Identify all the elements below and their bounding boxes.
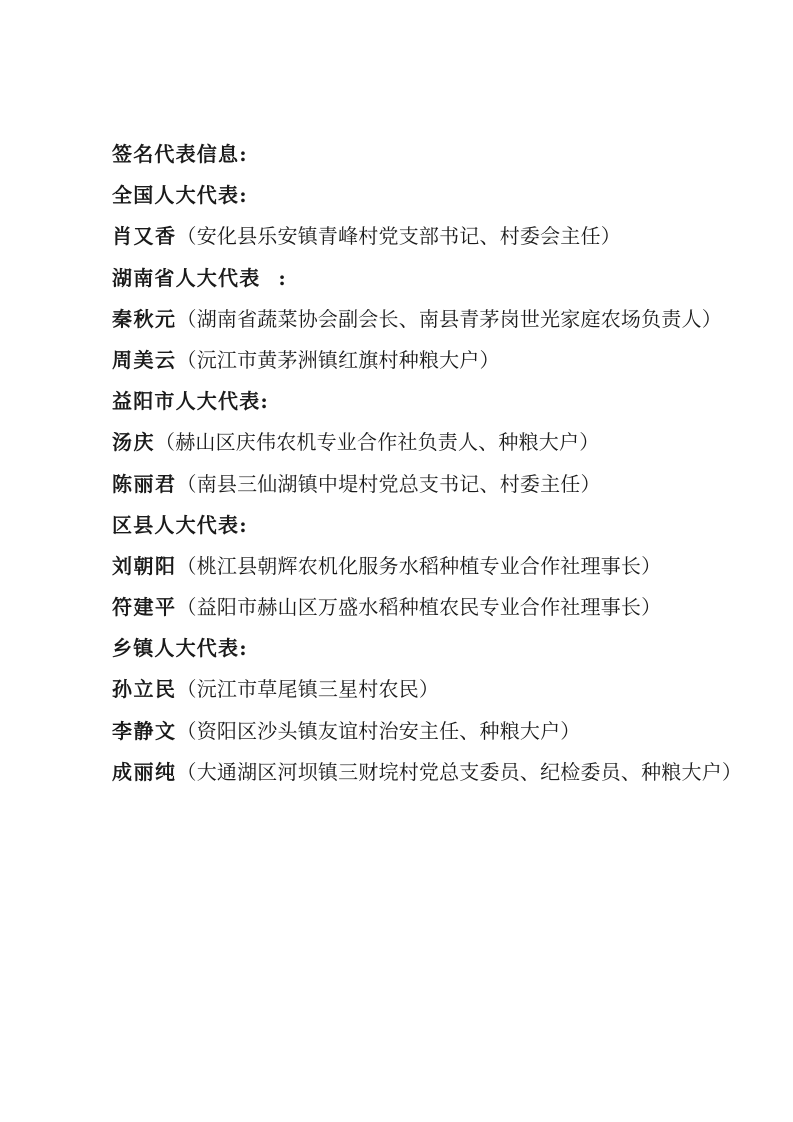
section-heading-text: 湖南省人大代表 (112, 265, 261, 290)
document-title: 签名代表信息: (112, 142, 248, 166)
member-entry (112, 669, 772, 710)
member-description: （益阳市赫山区万盛水稻种植农民专业合作社理事长） (176, 595, 662, 620)
member-name: 成丽纯 (112, 759, 177, 784)
member-entry (112, 587, 772, 628)
member-name: 符建平 (112, 595, 177, 620)
member-description: （沅江市黄茅洲镇红旗村种粮大户） (176, 347, 500, 372)
member-description: （桃江县朝辉农机化服务水稻种植专业合作社理事长） (176, 553, 662, 578)
section-heading-provincial (112, 258, 772, 299)
section-heading-colon: : (278, 265, 287, 290)
member-description: （大通湖区河坝镇三财垸村党总支委员、纪检委员、种粮大户） (176, 759, 743, 784)
section-heading-township: 乡镇人大代表: (112, 636, 248, 661)
member-name: 秦秋元 (112, 306, 177, 331)
member-entry (112, 752, 772, 793)
member-description: （沅江市草尾镇三星村农民） (176, 677, 440, 702)
member-name: 汤庆 (112, 430, 155, 455)
member-entry (112, 299, 772, 340)
member-name: 肖又香 (112, 224, 177, 249)
section-heading-municipal: 益阳市人大代表: (112, 389, 269, 414)
member-entry (112, 464, 772, 505)
member-entry (112, 546, 772, 587)
member-description: （安化县乐安镇青峰村党支部书记、村委会主任） (176, 224, 621, 249)
member-description: （资阳区沙头镇友谊村治安主任、种粮大户） (176, 718, 581, 743)
section-heading-national: 全国人大代表: (112, 183, 248, 208)
member-name: 刘朝阳 (112, 553, 177, 578)
member-entry (112, 216, 772, 257)
member-description: （赫山区庆伟农机专业合作社负责人、种粮大户） (155, 430, 600, 455)
member-entry (112, 422, 772, 463)
section-heading-county: 区县人大代表: (112, 512, 248, 537)
member-name: 陈丽君 (112, 471, 177, 496)
representatives-list (112, 134, 772, 793)
member-entry (112, 711, 772, 752)
member-entry (112, 340, 772, 381)
member-description: （湖南省蔬菜协会副会长、南县青茅岗世光家庭农场负责人） (176, 306, 722, 331)
member-name: 孙立民 (112, 677, 177, 702)
member-name: 李静文 (112, 718, 177, 743)
member-description: （南县三仙湖镇中堤村党总支书记、村委主任） (176, 471, 601, 496)
member-name: 周美云 (112, 347, 177, 372)
